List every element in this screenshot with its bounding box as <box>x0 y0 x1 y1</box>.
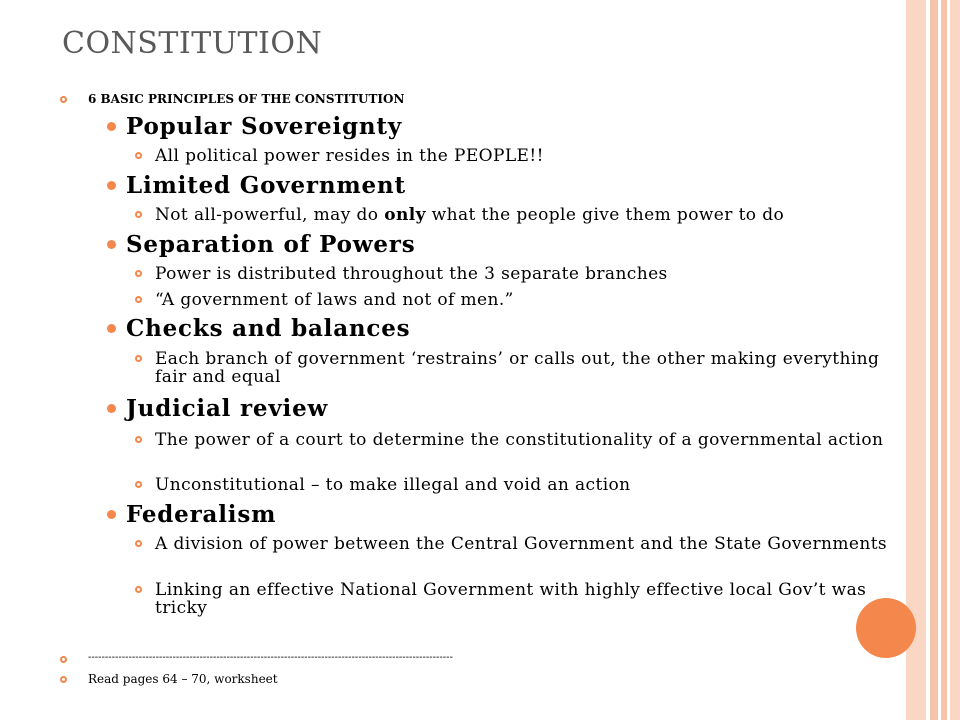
dot-bullet-icon <box>107 181 116 190</box>
principle-point: Each branch of government ‘restrains’ or calls out, the other making everything fair and equal <box>135 350 895 386</box>
principle-point: Unconstitutional – to make illegal and void an action <box>135 476 895 494</box>
divider-text: ------------------------------------------------------------------------------------------------------------ <box>88 652 453 663</box>
ring-bullet-icon <box>135 296 142 303</box>
ring-bullet-icon <box>60 676 67 683</box>
ring-bullet-icon <box>135 152 142 159</box>
principle-point: All political power resides in the PEOPLE!! <box>135 147 895 165</box>
dot-bullet-icon <box>107 122 116 131</box>
footer-note: Read pages 64 – 70, worksheet <box>88 672 278 686</box>
ring-bullet-icon <box>60 656 67 663</box>
principle-point: Linking an effective National Government with highly effective local Gov’t was tricky <box>135 581 895 617</box>
principle-point: A division of power between the Central Government and the State Governments <box>135 535 895 553</box>
principle-point: Power is distributed throughout the 3 separate branches <box>135 265 895 283</box>
ring-bullet-icon <box>135 540 142 547</box>
dot-bullet-icon <box>107 240 116 249</box>
dot-bullet-icon <box>107 324 116 333</box>
dot-bullet-icon <box>107 510 116 519</box>
ring-bullet-icon <box>135 270 142 277</box>
decorative-border <box>906 0 960 720</box>
ring-bullet-icon <box>60 96 67 103</box>
principle-point: The power of a court to determine the constitutionality of a governmental action <box>135 431 895 449</box>
ring-bullet-icon <box>135 436 142 443</box>
ring-bullet-icon <box>135 355 142 362</box>
slide-title: CONSTITUTION <box>62 26 323 61</box>
principle-point: “A government of laws and not of men.” <box>135 291 895 309</box>
ring-bullet-icon <box>135 211 142 218</box>
ring-bullet-icon <box>135 481 142 488</box>
dot-bullet-icon <box>107 404 116 413</box>
principle-point: Not all-powerful, may do only what the people give them power to do <box>135 206 895 224</box>
ring-bullet-icon <box>135 586 142 593</box>
intro-text: 6 BASIC PRINCIPLES OF THE CONSTITUTION <box>88 92 405 106</box>
